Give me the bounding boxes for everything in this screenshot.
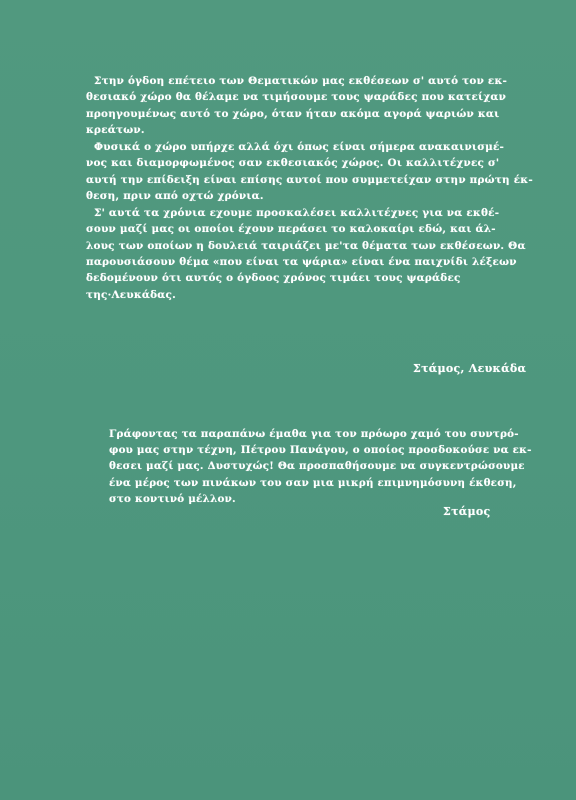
text-line: στο κοντινό μέλλον. — [109, 492, 236, 505]
text-line: Φυσικά ο χώρο υπήρχε αλλά όχι όπως είναι σήμερα ανακαινισμέ- — [94, 140, 505, 153]
text-line: Γράφοντας τα παραπάνω έμαθα για τον πρόωρο χαμό του συντρό- — [109, 428, 519, 440]
text-line: θεσιακό χώρο θα θέλαμε να τιμήσουμε τους ψαράδες που κατείχαν — [86, 91, 507, 104]
text-block-1 — [86, 73, 533, 303]
text-line: νος και διαμορφωμένος σαν εκθεσιακός χώρος. Οι καλλιτέχνες σ' — [86, 157, 500, 170]
signature-2: Στάμος — [443, 505, 491, 518]
text-line: προηγουμένως αυτό το χώρο, όταν ήταν ακόμα αγορά ψαριών και — [86, 107, 500, 120]
text-line: δεδομένουν ότι αυτός ο όγδοος χρόνος τιμάει τους ψαράδες — [86, 272, 461, 285]
text-line: λους των οποίων η δουλειά ταιριάζει με'τα θέματα των εκθέσεων. Θα — [86, 239, 526, 252]
text-line: θεση, πριν από οχτώ χρόνια. — [86, 190, 264, 203]
text-line: κρεάτων. — [86, 124, 145, 137]
text-line: παρουσιάσουν θέμα «που είναι τα ψάρια» είναι ένα παιχνίδι λέξεων — [86, 255, 517, 268]
text-line: φου μας στην τέχνη, Πέτρου Πανάγου, ο οποίος προσδοκούσε να εκ- — [109, 444, 532, 457]
text-block-2 — [109, 426, 532, 507]
text-line: σουν μαζί μας οι οποίοι έχουν περάσει το καλοκαίρι εδώ, και άλ- — [86, 223, 496, 236]
text-line: Στην όγδοη επέτειο των Θεματικών μας εκθέσεων σ' αυτό τον εκ- — [94, 75, 508, 87]
signature-1: Στάμος, Λευκάδα — [413, 362, 527, 375]
text-line: θεσει μαζί μας. Δυστυχώς! Θα προσπαθήσουμε να συγκεντρώσουμε — [109, 460, 525, 473]
text-line: ένα μέρος των πινάκων του σαν μια μικρή επιμνημόσυνη έκθεση, — [109, 476, 517, 489]
text-line: της·Λευκάδας. — [86, 288, 176, 301]
text-line: Σ' αυτά τα χρόνια εχουμε προσκαλέσει καλλιτέχνες για να εκθέ- — [94, 206, 500, 219]
text-line: αυτή την επίδειξη είναι επίσης αυτοί που συμμετείχαν στην πρώτη έκ- — [86, 173, 533, 186]
